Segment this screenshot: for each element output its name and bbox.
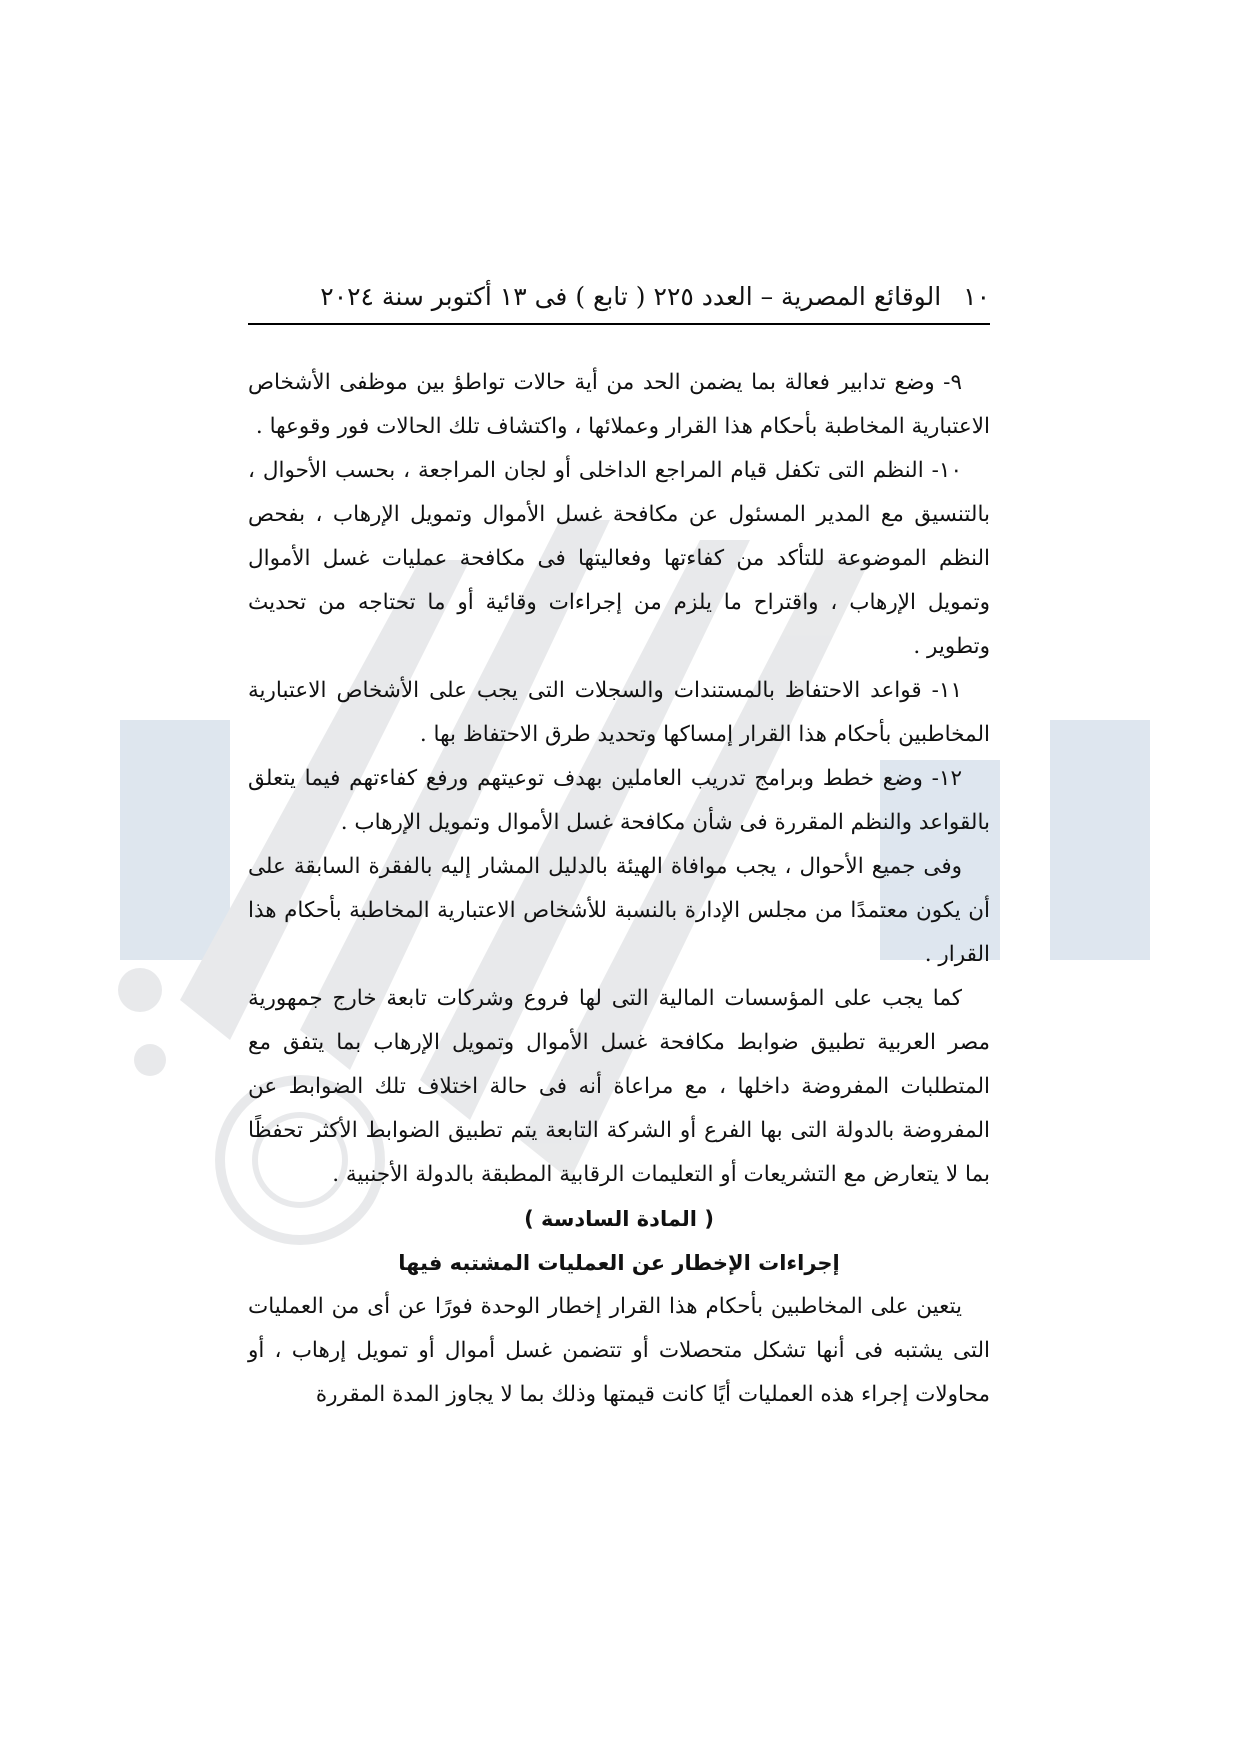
page-number: ١٠: [963, 282, 990, 311]
paragraph-11: ١١- قواعد الاحتفاظ بالمستندات والسجلات التى يجب على الأشخاص الاعتبارية المخاطبين بأحكام هذا القرار إمساكها وتحديد طرق الاحتفاظ بها .: [248, 678, 990, 747]
watermark-band: [120, 720, 230, 960]
paragraph-general: وفى جميع الأحوال ، يجب موافاة الهيئة بالدليل المشار إليه بالفقرة السابقة على أن يكون معتمدًا من مجلس الإدارة بالنسبة للأشخاص الاعتبارية المخاطبة بأحكام هذا القرار .: [248, 854, 990, 967]
paragraph-10: ١٠- النظم التى تكفل قيام المراجع الداخلى أو لجان المراجعة ، بحسب الأحوال ، بالتنسيق مع المدير المسئول عن مكافحة غسل الأموال وتمويل الإرهاب ، بفحص النظم الموضوعة للتأكد من كفاءتها وفعاليتها فى مكافحة عمليات غسل الأموال وتمويل الإرهاب ، واقتراح ما يلزم من إجراءات وقائية أو ما تحتاجه من تحديث وتطوير .: [248, 458, 990, 659]
paragraph-foreign-branches: كما يجب على المؤسسات المالية التى لها فروع وشركات تابعة خارج جمهورية مصر العربية تطبيق ضوابط مكافحة غسل الأموال وتمويل الإرهاب بما يتفق مع المتطلبات المفروضة داخلها ، مع مراعاة أنه فى حالة اختلاف تلك الضوابط عن المفروضة بالدولة التى بها الفرع أو الشركة التابعة يتم تطبيق الضوابط الأكثر تحفظًا بما لا يتعارض مع التشريعات أو التعليمات الرقابية المطبقة بالدولة الأجنبية .: [248, 986, 990, 1187]
watermark-dot: [134, 1044, 166, 1076]
gazette-title: الوقائع المصرية – العدد ٢٢٥ ( تابع ) فى ١٣ أكتوبر سنة ٢٠٢٤: [320, 282, 942, 311]
watermark-band: [1050, 720, 1150, 960]
paragraph-9: ٩- وضع تدابير فعالة بما يضمن الحد من أية حالات تواطؤ بين موظفى الأشخاص الاعتبارية المخاطبة بأحكام هذا القرار وعملائها ، واكتشاف تلك الحالات فور وقوعها .: [248, 370, 990, 439]
article-body: يتعين على المخاطبين بأحكام هذا القرار إخطار الوحدة فورًا عن أى من العمليات التى يشتبه فى أنها تشكل متحصلات أو تتضمن غسل أموال أو تمويل إرهاب ، أو محاولات إجراء هذه العمليات أيًا كانت قيمتها وذلك بما لا يجاوز المدة المقررة: [248, 1294, 990, 1407]
document-page: [248, 282, 990, 1417]
article-subheading: إجراءات الإخطار عن العمليات المشتبه فيها: [398, 1251, 840, 1275]
watermark-dot: [118, 968, 162, 1012]
article-heading: ( المادة السادسة ): [524, 1207, 714, 1231]
paragraph-12: ١٢- وضع خطط وبرامج تدريب العاملين بهدف توعيتهم ورفع كفاءتهم فيما يتعلق بالقواعد والنظم المقررة فى شأن مكافحة غسل الأموال وتمويل الإرهاب .: [248, 766, 990, 835]
page-header: [248, 282, 990, 325]
